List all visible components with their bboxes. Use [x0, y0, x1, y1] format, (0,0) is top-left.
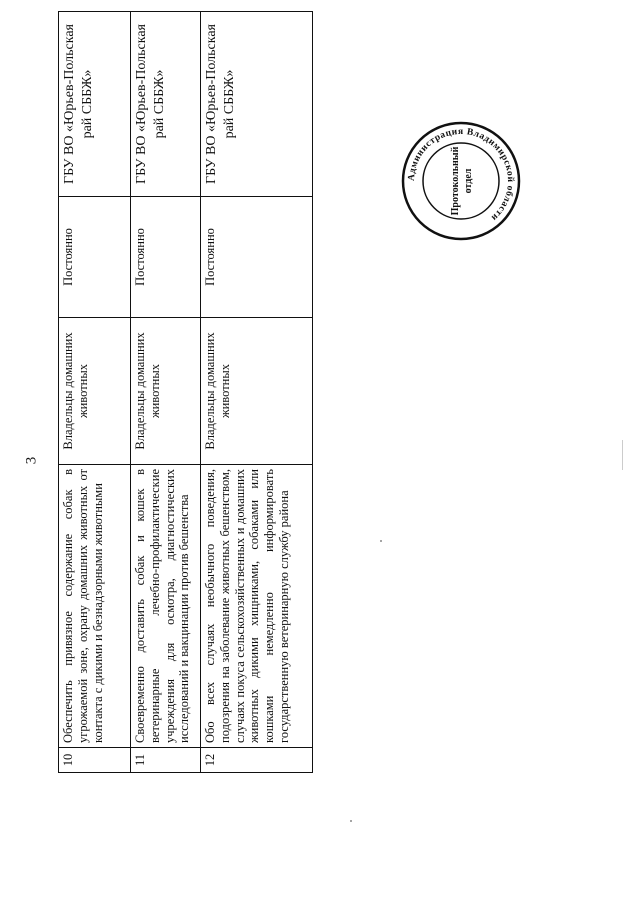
stamp-center-line1: Протокольный: [450, 146, 461, 216]
period-text: Постоянно: [131, 197, 201, 318]
responsible-text: Владельцы домашних животных: [131, 318, 201, 465]
measures-table: [58, 11, 313, 773]
organization-text: ГБУ ВО «Юрьев-Польская рай СББЖ»: [131, 12, 201, 197]
row-number: 11: [131, 748, 201, 773]
row-number: 12: [201, 748, 313, 773]
scan-speck: [380, 540, 382, 542]
table-row: [59, 12, 131, 773]
stamp-center-line2: отдел: [463, 168, 474, 194]
measure-text: Обеспечить привязное содержание собак в угрожаемой зоне, охрану домашних животных от контакта с дикими и безнадзорными животными: [59, 465, 131, 748]
organization-text: ГБУ ВО «Юрьев-Польская рай СББЖ»: [59, 12, 131, 197]
measure-text: Обо всех случаях необычного поведения, подозрения на заболевание животных бешенством, случаях покуса сельскохозяйственных и домашних животных дикими хищниками, собаками или кошками немедленно информировать государственную ветеринарную службу района: [201, 465, 313, 748]
page-number: 3: [23, 456, 40, 465]
responsible-text: Владельцы домашних животных: [59, 318, 131, 465]
official-stamp: [400, 120, 522, 242]
period-text: Постоянно: [59, 197, 131, 318]
rotated-table-wrapper: [58, 12, 312, 773]
organization-text: ГБУ ВО «Юрьев-Польская рай СББЖ»: [201, 12, 313, 197]
scan-speck: [622, 440, 623, 470]
table-row: [131, 12, 201, 773]
row-number: 10: [59, 748, 131, 773]
table-row: [201, 12, 313, 773]
scan-speck: [350, 820, 352, 822]
measure-text: Своевременно доставить собак и кошек в ветеринарные лечебно-профилактические учреждения для осмотра, диагностических исследований и вакцинации против бешенства: [131, 465, 201, 748]
stamp-ring-text: Администрация Владимирской области: [406, 126, 516, 223]
responsible-text: Владельцы домашних животных: [201, 318, 313, 465]
period-text: Постоянно: [201, 197, 313, 318]
